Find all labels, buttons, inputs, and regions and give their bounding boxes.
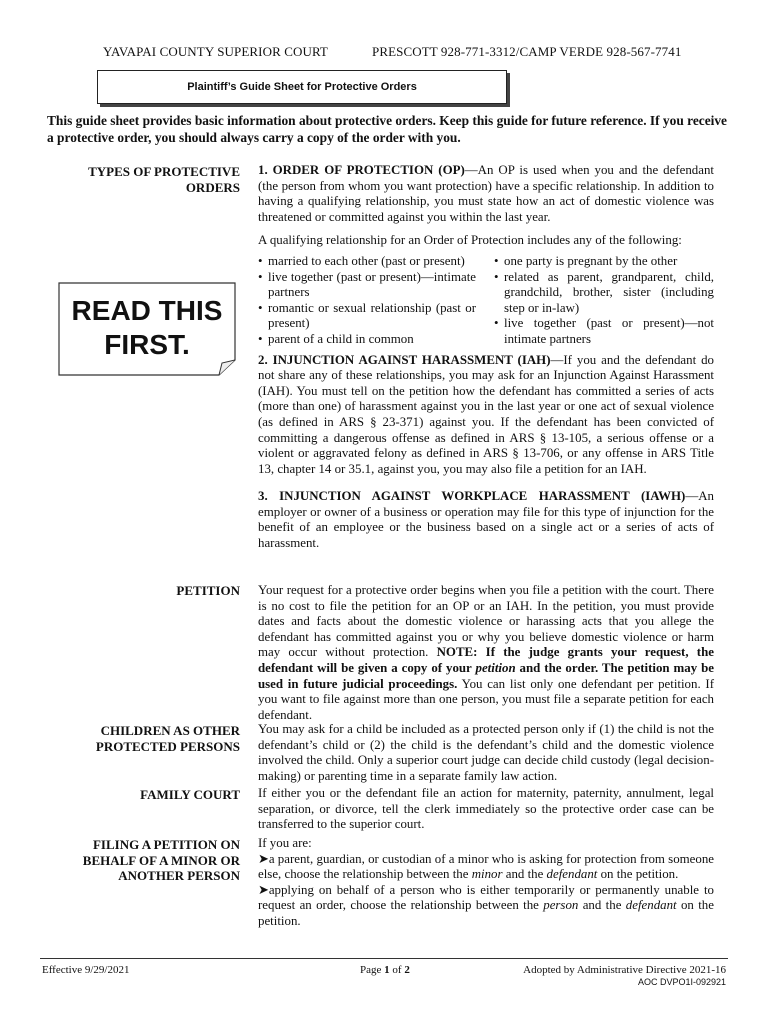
section-children: You may ask for a child be included as a protected person only if (1) the child is not the defendant’s child or (2) the child is the defendant’s child and the domestic violence involved the child. Only a superior court judge can decide child custody (legal decision-making) or parenting time in a separate family law action.: [258, 722, 714, 783]
label-petition: PETITION: [176, 583, 240, 598]
page-total: 2: [404, 964, 410, 976]
arrow-icon: ➤: [258, 851, 269, 866]
label-family-court: FAMILY COURT: [140, 787, 240, 802]
footer-form-code: AOC DVPO1I-092921: [637, 977, 726, 987]
intro-paragraph: This guide sheet provides basic information about protective orders. Keep this guide for future reference. If you receive a protective order, you should always carry a copy of the order with you.: [47, 113, 728, 145]
op-paragraph: [258, 163, 714, 225]
filing-item-2-text-b: and the: [578, 898, 626, 913]
filing-item-2-text-a: applying on behalf of a person who is either temporarily or permanently unable to request an order, choose the relationship between the: [258, 882, 714, 913]
page-mid: of: [389, 964, 405, 976]
qualifying-intro: A qualifying relationship for an Order of Protection includes any of the following:: [258, 233, 682, 248]
filing-item-1-em-1: minor: [471, 867, 503, 882]
filing-item-2: [258, 883, 714, 930]
filing-item-2-text-c: on the petition.: [258, 898, 714, 928]
page-prefix: Page: [360, 964, 385, 976]
section-filing: [258, 836, 714, 930]
op-heading: 1. ORDER OF PROTECTION (OP): [258, 163, 465, 177]
list-item: • live together (past or present)—intimate partners: [258, 270, 476, 301]
arrow-icon: ➤: [258, 882, 269, 897]
iah-text: —If you and the defendant do not share any of these relationships, you may ask for an Injunction Against Harassment (IAH). You must tell on the petition how the defendant has committed a series of acts (more than one) of harassment against you in the last year or one act of sexual violence (as defined in ARS § 23-371) against you. If the defendant has been convicted of committing a dangerous offense as defined in ARS § 13-105, a serious offense or a violent or aggravated felony as defined in ARS § 13-706, or any offense in ARS Title 13, chapter 14 or 35.1, against you, you may also file a petition for an IAH.: [258, 352, 714, 476]
iawh-text: —An employer or owner of a business or operation may file for this type of injunction for the benefit of an employee or the business based on a single act or a series of acts of harassment.: [258, 489, 714, 551]
petition-text-2: You can list only one defendant per petition. If you want to file against more than one person, you must file a separate petition for each defendant.: [258, 676, 714, 722]
footer-page-number: [360, 964, 410, 976]
iah-paragraph: [258, 353, 714, 478]
note-label: NOTE:: [436, 645, 478, 660]
iawh-paragraph: [258, 489, 714, 551]
filing-item-1-text-a: a parent, guardian, or custodian of a minor who is asking for protection from someone else, choose the relationship between the: [258, 851, 714, 882]
label-types: TYPES OF PROTECTIVE ORDERS: [88, 164, 240, 195]
note-emphasis: petition: [475, 660, 516, 675]
iawh-heading: 3. INJUNCTION AGAINST WORKPLACE HARASSMENT (IAWH): [258, 489, 686, 504]
note-text-2: and the order. The petition may be used in future judicial proceedings.: [258, 660, 714, 691]
sticky-note: [58, 282, 236, 376]
relationship-lists: [258, 254, 714, 348]
page-title: [97, 70, 507, 104]
note-text-1: If the judge grants your request, the defendant will be given a copy of your: [258, 645, 714, 675]
filing-item-2-em-1: person: [543, 898, 579, 913]
footer-divider: [40, 958, 728, 959]
sticky-note-text: READ THIS FIRST.: [71, 295, 223, 360]
section-types: [258, 163, 714, 552]
section-petition: [258, 583, 714, 723]
iah-heading: 2. INJUNCTION AGAINST HARASSMENT (IAH): [258, 352, 551, 367]
filing-item-1-text-c: on the petition.: [597, 867, 679, 882]
list-item: • related as parent, grandparent, child, grandchild, brother, sister (including step or in-law): [494, 270, 714, 317]
page-num: 1: [384, 964, 390, 976]
filing-intro: If you are:: [258, 836, 312, 850]
list-item: • married to each other (past or present): [258, 254, 476, 270]
filing-item-2-em-2: defendant: [625, 898, 677, 913]
section-family-court: If either you or the defendant file an action for maternity, paternity, annulment, legal separation, or divorce, tell the clerk immediately so the protective order case can be transferred to the superior court.: [258, 786, 714, 832]
filing-item-1-text-b: and the: [502, 867, 547, 882]
footer-effective-date: Effective 9/29/2021: [42, 964, 130, 976]
court-phones: PRESCOTT 928-771-3312/CAMP VERDE 928-567-7741: [372, 44, 682, 59]
op-text: —An OP is used when you and the defendant (the person from whom you want protection) have a specific relationship. In addition to having a qualifying relationship, you must state how an act of domestic violence was threatened or committed against you within the last year.: [258, 163, 715, 224]
relationships-left: [258, 254, 476, 348]
footer-directive: Adopted by Administrative Directive 2021-16: [523, 964, 726, 976]
page-title-text: Plaintiff’s Guide Sheet for Protective Orders: [187, 81, 417, 93]
label-children: CHILDREN AS OTHER PROTECTED PERSONS: [95, 723, 240, 754]
court-name: YAVAPAI COUNTY SUPERIOR COURT: [103, 44, 328, 59]
relationships-right: [494, 254, 714, 348]
list-item: • live together (past or present)—not intimate partners: [494, 316, 714, 347]
list-item: • parent of a child in common: [258, 332, 476, 348]
list-item: • romantic or sexual relationship (past or present): [258, 301, 476, 332]
filing-item-1: [258, 852, 714, 883]
petition-text-1: Your request for a protective order begins when you file a petition with the court. There is no cost to file the petition for an OP or an IAH. In the petition, you must provide dates and facts about the domestic violence or harassing acts that you allege the defendant has committed against you or why you believe domestic violence or harm may occur without protection.: [258, 583, 714, 660]
list-item: • one party is pregnant by the other: [494, 254, 714, 270]
filing-item-1-em-2: defendant: [546, 867, 598, 882]
label-filing: FILING A PETITION ON BEHALF OF A MINOR OR ANOTHER PERSON: [82, 837, 240, 883]
